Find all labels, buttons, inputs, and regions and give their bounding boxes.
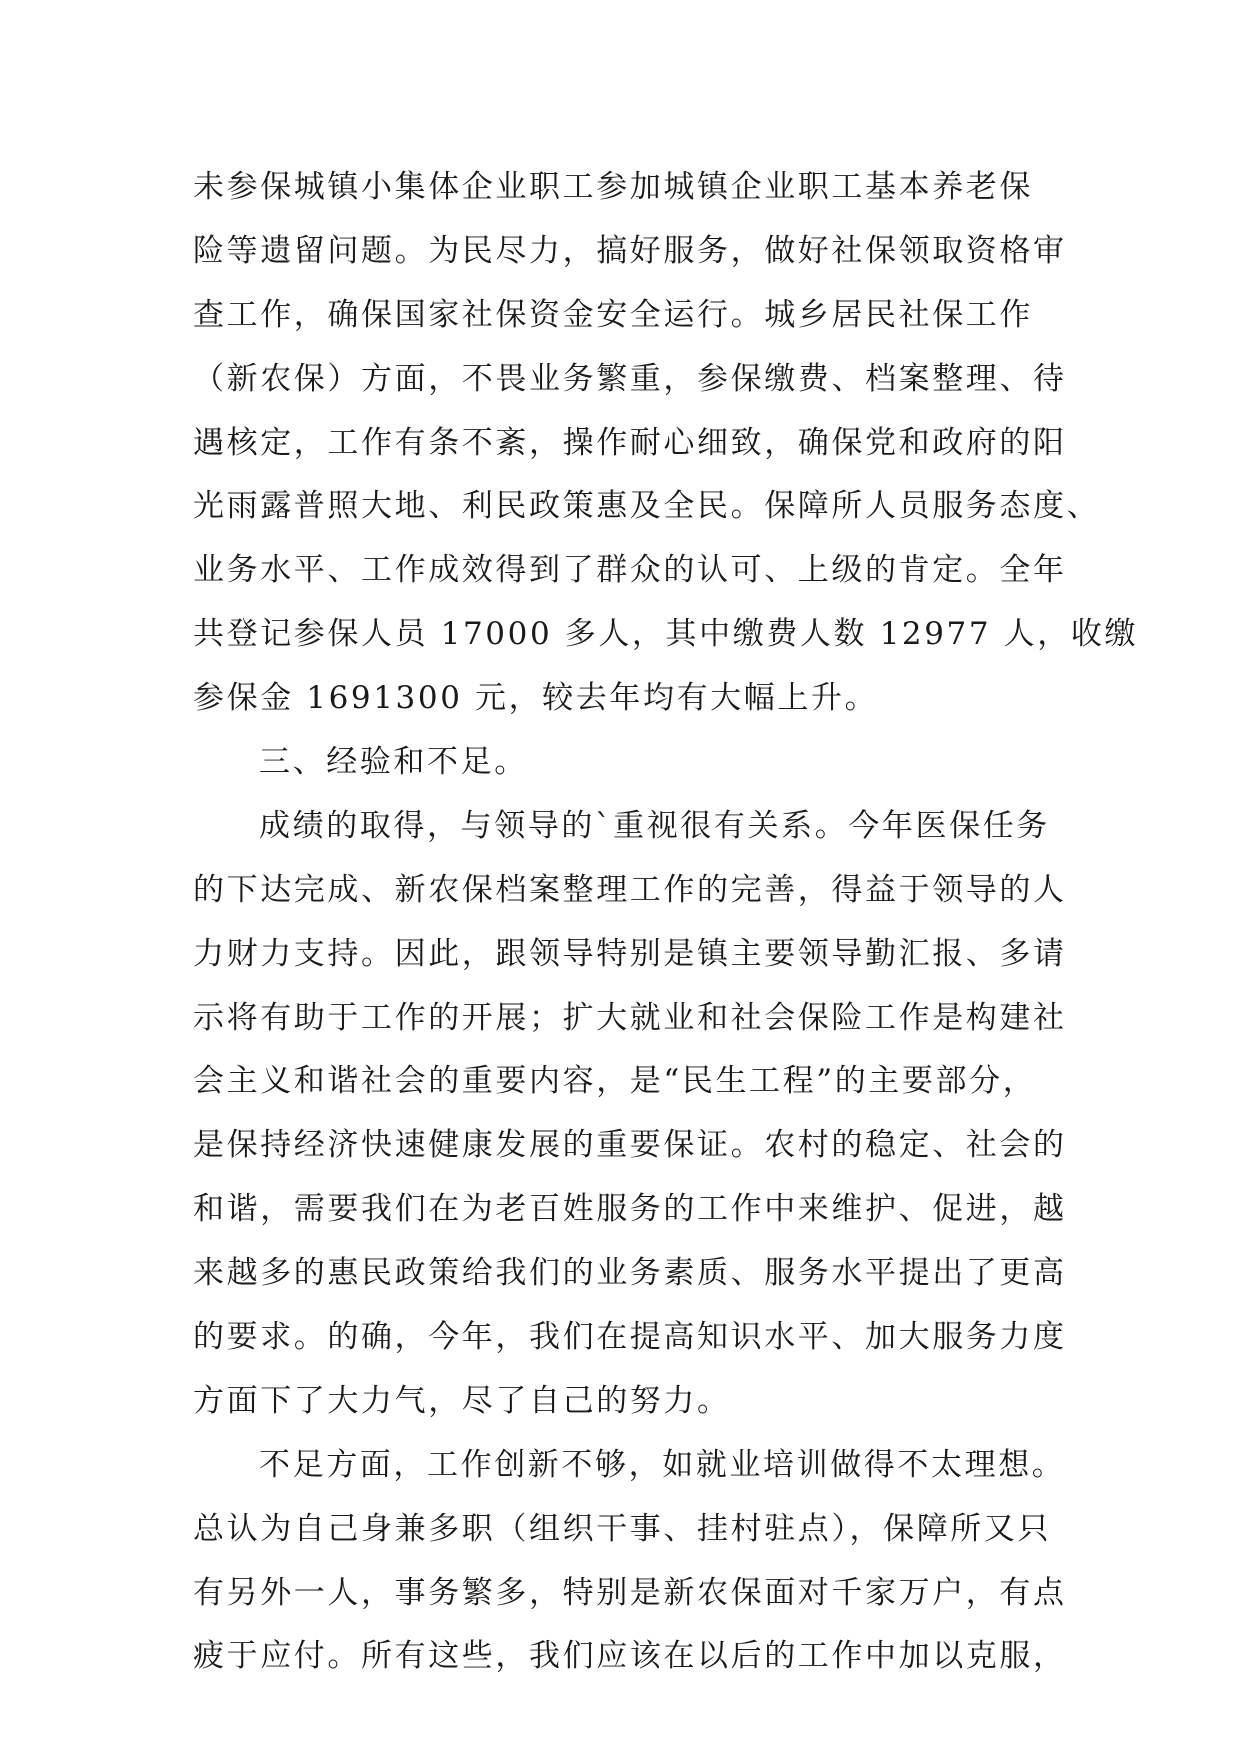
section-heading: 三、经验和不足。 [259, 744, 528, 781]
text-line: 共登记参保人员 17000 多人，其中缴费人数 12977 人，收缴 [193, 616, 1139, 653]
paragraph-first-line: 不足方面，工作创新不够，如就业培训做得不太理想。 [259, 1446, 1066, 1483]
text-line: 会主义和谐社会的重要内容，是“民生工程”的主要部分， [193, 1063, 1037, 1100]
paragraph-first-line: 成绩的取得，与领导的`重视很有关系。今年医保任务 [259, 807, 1050, 844]
text-line: 是保持经济快速健康发展的重要保证。农村的稳定、社会的 [193, 1127, 1067, 1164]
document-body [193, 156, 1139, 1689]
text-line: 参保金 1691300 元，较去年均有大幅上升。 [193, 680, 879, 717]
text-line: 有另外一人，事务繁多，特别是新农保面对千家万户，有点 [193, 1574, 1067, 1611]
text-line: 查工作，确保国家社保资金安全运行。城乡居民社保工作 [193, 296, 1033, 333]
text-line: 方面下了大力气，尽了自己的努力。 [193, 1382, 731, 1419]
text-line: 业务水平、工作成效得到了群众的认可、上级的肯定。全年 [193, 552, 1067, 589]
text-line: 光雨露普照大地、利民政策惠及全民。保障所人员服务态度、 [193, 488, 1101, 525]
text-line: 的要求。的确，今年，我们在提高知识水平、加大服务力度 [193, 1319, 1067, 1356]
text-line: 遇核定，工作有条不紊，操作耐心细致，确保党和政府的阳 [193, 424, 1067, 461]
text-line: 的下达完成、新农保档案整理工作的完善，得益于领导的人 [193, 871, 1067, 908]
text-line: 未参保城镇小集体企业职工参加城镇企业职工基本养老保 [193, 169, 1033, 205]
text-line: 力财力支持。因此，跟领导特别是镇主要领导勤汇报、多请 [193, 935, 1067, 972]
text-line: （新农保）方面，不畏业务繁重，参保缴费、档案整理、待 [193, 360, 1067, 397]
text-line: 来越多的惠民政策给我们的业务素质、服务水平提出了更高 [193, 1255, 1067, 1292]
text-line: 疲于应付。所有这些，我们应该在以后的工作中加以克服， [193, 1638, 1067, 1675]
text-line: 示将有助于工作的开展；扩大就业和社会保险工作是构建社 [193, 999, 1067, 1036]
text-line: 和谐，需要我们在为老百姓服务的工作中来维护、促进，越 [193, 1191, 1067, 1228]
text-line: 险等遗留问题。为民尽力，搞好服务，做好社保领取资格审 [193, 232, 1067, 269]
text-line: 总认为自己身兼多职（组织干事、挂村驻点），保障所又只 [193, 1510, 1052, 1547]
